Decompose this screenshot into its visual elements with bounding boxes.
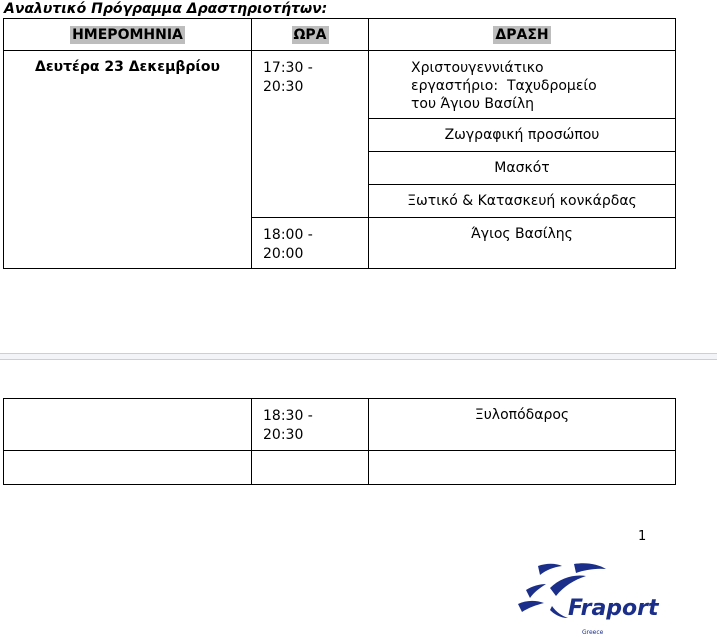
header-date: ΗΜΕΡΟΜΗΝΙΑ [4, 19, 252, 51]
header-activity: ΔΡΑΣΗ [369, 19, 676, 51]
schedule-heading: Αναλυτικό Πρόγραμμα Δραστηριοτήτων: [4, 1, 328, 17]
activity-cell: Μασκότ [369, 152, 676, 185]
activity-cell: Ζωγραφική προσώπου [369, 119, 676, 152]
activity-cell [369, 451, 676, 485]
table-row [4, 51, 676, 119]
date-cell [4, 399, 252, 451]
table-row [4, 399, 676, 451]
logo-subtext: Greece [582, 629, 604, 636]
schedule-table-page-1 [3, 18, 676, 269]
time-cell: 18:00 - 20:00 [252, 218, 369, 269]
logo-text: Fraport [568, 596, 659, 621]
date-cell: Δευτέρα 23 Δεκεμβρίου [4, 51, 252, 269]
activity-cell: Ξωτικό & Κατασκευή κονκάρδας [369, 185, 676, 218]
page-break-separator [0, 353, 717, 360]
schedule-table-page-2 [3, 398, 676, 485]
activity-cell: Χριστουγεννιάτικο εργαστήριο: Ταχυδρομείο του Άγιου Βασίλη [369, 51, 676, 119]
time-cell: 18:30 - 20:30 [252, 399, 369, 451]
activity-cell: Άγιος Βασίλης [369, 218, 676, 269]
page-number: 1 [638, 529, 647, 544]
time-cell [252, 451, 369, 485]
activity-cell: Ξυλοπόδαρος [369, 399, 676, 451]
table-row [4, 451, 676, 485]
fraport-logo [516, 560, 666, 638]
date-cell [4, 451, 252, 485]
table-header-row [4, 19, 676, 51]
time-cell: 17:30 - 20:30 [252, 51, 369, 218]
header-time: ΩΡΑ [252, 19, 369, 51]
